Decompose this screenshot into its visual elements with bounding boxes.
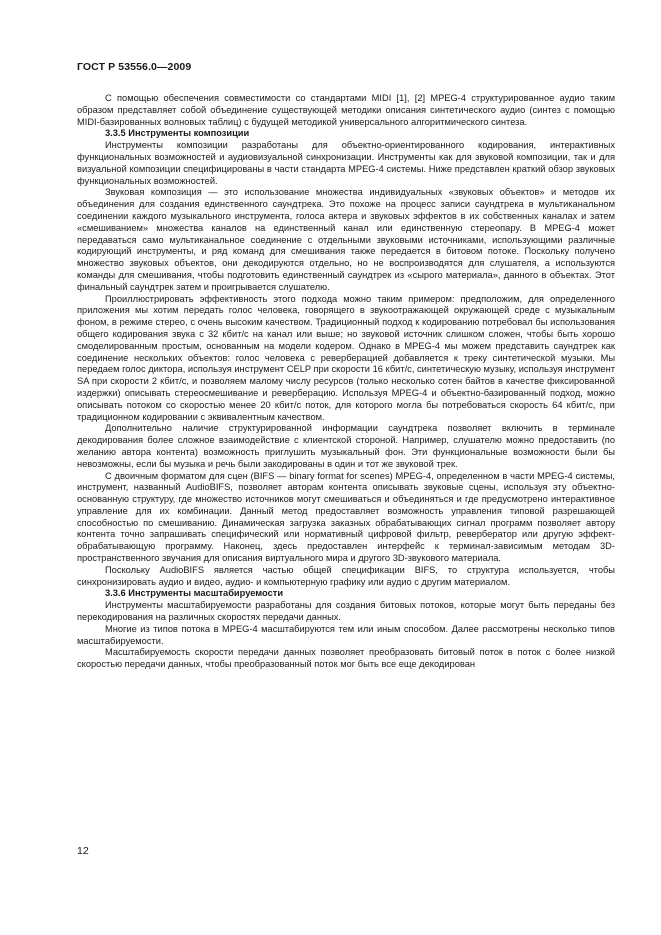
paragraph: С помощью обеспечения совместимости со стандартами MIDI [1], [2] MPEG-4 структурированное аудио таким образом представляет собой объединение существующей методики описания синтетического аудио (синтез с помощью MIDI-базированных волновых таблиц) с будущей методикой универсального алгоритмического синтеза.	[77, 93, 615, 127]
paragraph: Дополнительно наличие структурированной информации саундтрека позволяет включить в терминале декодирования более сложное взаимодействие с клиентской стороной. Например, слушателю можно предоставить (по желанию автора контента) возможность приглушить музыкальный фон. Эти функциональные возможности были бы невозможны, если бы музыка и речь были закодированы в один и тот же звуковой трек.	[77, 423, 615, 469]
body-text	[77, 93, 615, 671]
paragraph: Поскольку AudioBIFS является частью общей спецификации BIFS, то структура используется, чтобы синхронизировать аудио и видео, аудио- и компьютерную графику или аудио с другим материалом.	[77, 564, 615, 587]
paragraph: Проиллюстрировать эффективность этого подхода можно таким примером: предположим, для определенного приложения мы хотим передать голос человека, говорящего в звукоотражающей окружающей среде с музыкальным фоном, в режиме стерео, с очень высоким качеством. Традиционный подход к кодированию потребовал бы использования общего кодирования звука с 32 кбит/с на канал или выше; но звуковой источник слишком сложен, чтобы быть хорошо смоделированным простым, основанным на модели кодером. Однако в MPEG-4 мы можем представить саундтрек как соединение нескольких объектов: голос человека с реверберацией добавляется к треку синтетической музыки. Мы передаем голос диктора, используя инструмент CELP при скорости 16 кбит/с, синтетическую музыку, используя инструмент SA при скорости 2 кбит/с, и позволяем малому числу ресурсов (только несколько сотен байтов в качестве фиксированной издержки) описывать стереосмешивание и реверберацию. Используя MPEG-4 и объектно-базированный подход, можно описывать потоком со скоростью менее 20 кбит/с поток, для которого могла бы потребоваться скорость 64 кбит/с, при традиционном кодировании с эквивалентным качеством.	[77, 293, 615, 422]
paragraph: Инструменты композиции разработаны для объектно-ориентированного кодирования, интерактивных функциональных возможностей и аудиовизуальной синхронизации. Инструменты как для звуковой композиции, так и для визуальной композиции специфицированы в части стандарта MPEG-4 системы. Ниже представлен краткий обзор звуковых функциональных возможностей.	[77, 140, 615, 186]
paragraph: Звуковая композиция — это использование множества индивидуальных «звуковых объектов» и методов их объединения для создания единственного саундтрека. Это похоже на процесс записи саундтрека в мультиканальном соединении каждого музыкального инструмента, голоса актера и звуковых эффектов в их собственных каналах и затем «смешиванием» множества каналов на единственный канал или единственную стереопару. В MPEG-4 может передаваться само мультиканальное соединение с отдельными звуковыми источниками, использующими различные кодирующий инструменты, и ряд команд для смешивания также передается в битовом потоке. Поскольку получено множество звуковых объектов, они декодируются отдельно, но не воспроизводятся для слушателя, а используются команды для смешивания, чтобы подготовить единственный саундтрек из «сырого материала», данного в объектах. Этот финальный саундтрек затем и проигрывается слушателю.	[77, 187, 615, 292]
section-heading: 3.3.6 Инструменты масштабируемости	[105, 588, 284, 599]
paragraph: Многие из типов потока в MPEG-4 масштабируются тем или иным способом. Далее рассмотрены несколько типов масштабируемости.	[77, 623, 615, 646]
page-number: 12	[77, 845, 89, 857]
section-heading: 3.3.5 Инструменты композиции	[105, 128, 250, 139]
paragraph: С двоичным форматом для сцен (BIFS — binary format for scenes) MPEG-4, определенном в части MPEG-4 системы, инструмент, названный AudioBIFS, позволяет авторам контента описывать звуковые сцены, используя эту объектно-основанную структуру, где множество источников могут смешиваться и объединяться и где предусмотрено интерактивное управление для их комбинации. Данный метод предоставляет возможность управления типовой разрешающей способностью по смешиванию. Динамическая загрузка заказных обрабатывающих сигнал программ позволяет автору контента точно запрашивать специфический или нормативный цифровой фильтр, ревербератор или другую эффект-обрабатывающую программу. Наконец, здесь предоставлен интерфейс к терминал-зависимым методам 3D-пространственного звучания для описания виртуального мира и другого 3D-звукового материала.	[77, 470, 615, 564]
standard-header: ГОСТ Р 53556.0—2009	[77, 61, 192, 73]
paragraph: Инструменты масштабируемости разработаны для создания битовых потоков, которые могут быть переданы без перекодирования на различных скоростях передачи данных.	[77, 600, 615, 623]
paragraph: Масштабируемость скорости передачи данных позволяет преобразовать битовый поток в поток с более низкой скоростью передачи данных, чтобы преобразованный поток мог быть все еще декодирован	[77, 647, 615, 670]
